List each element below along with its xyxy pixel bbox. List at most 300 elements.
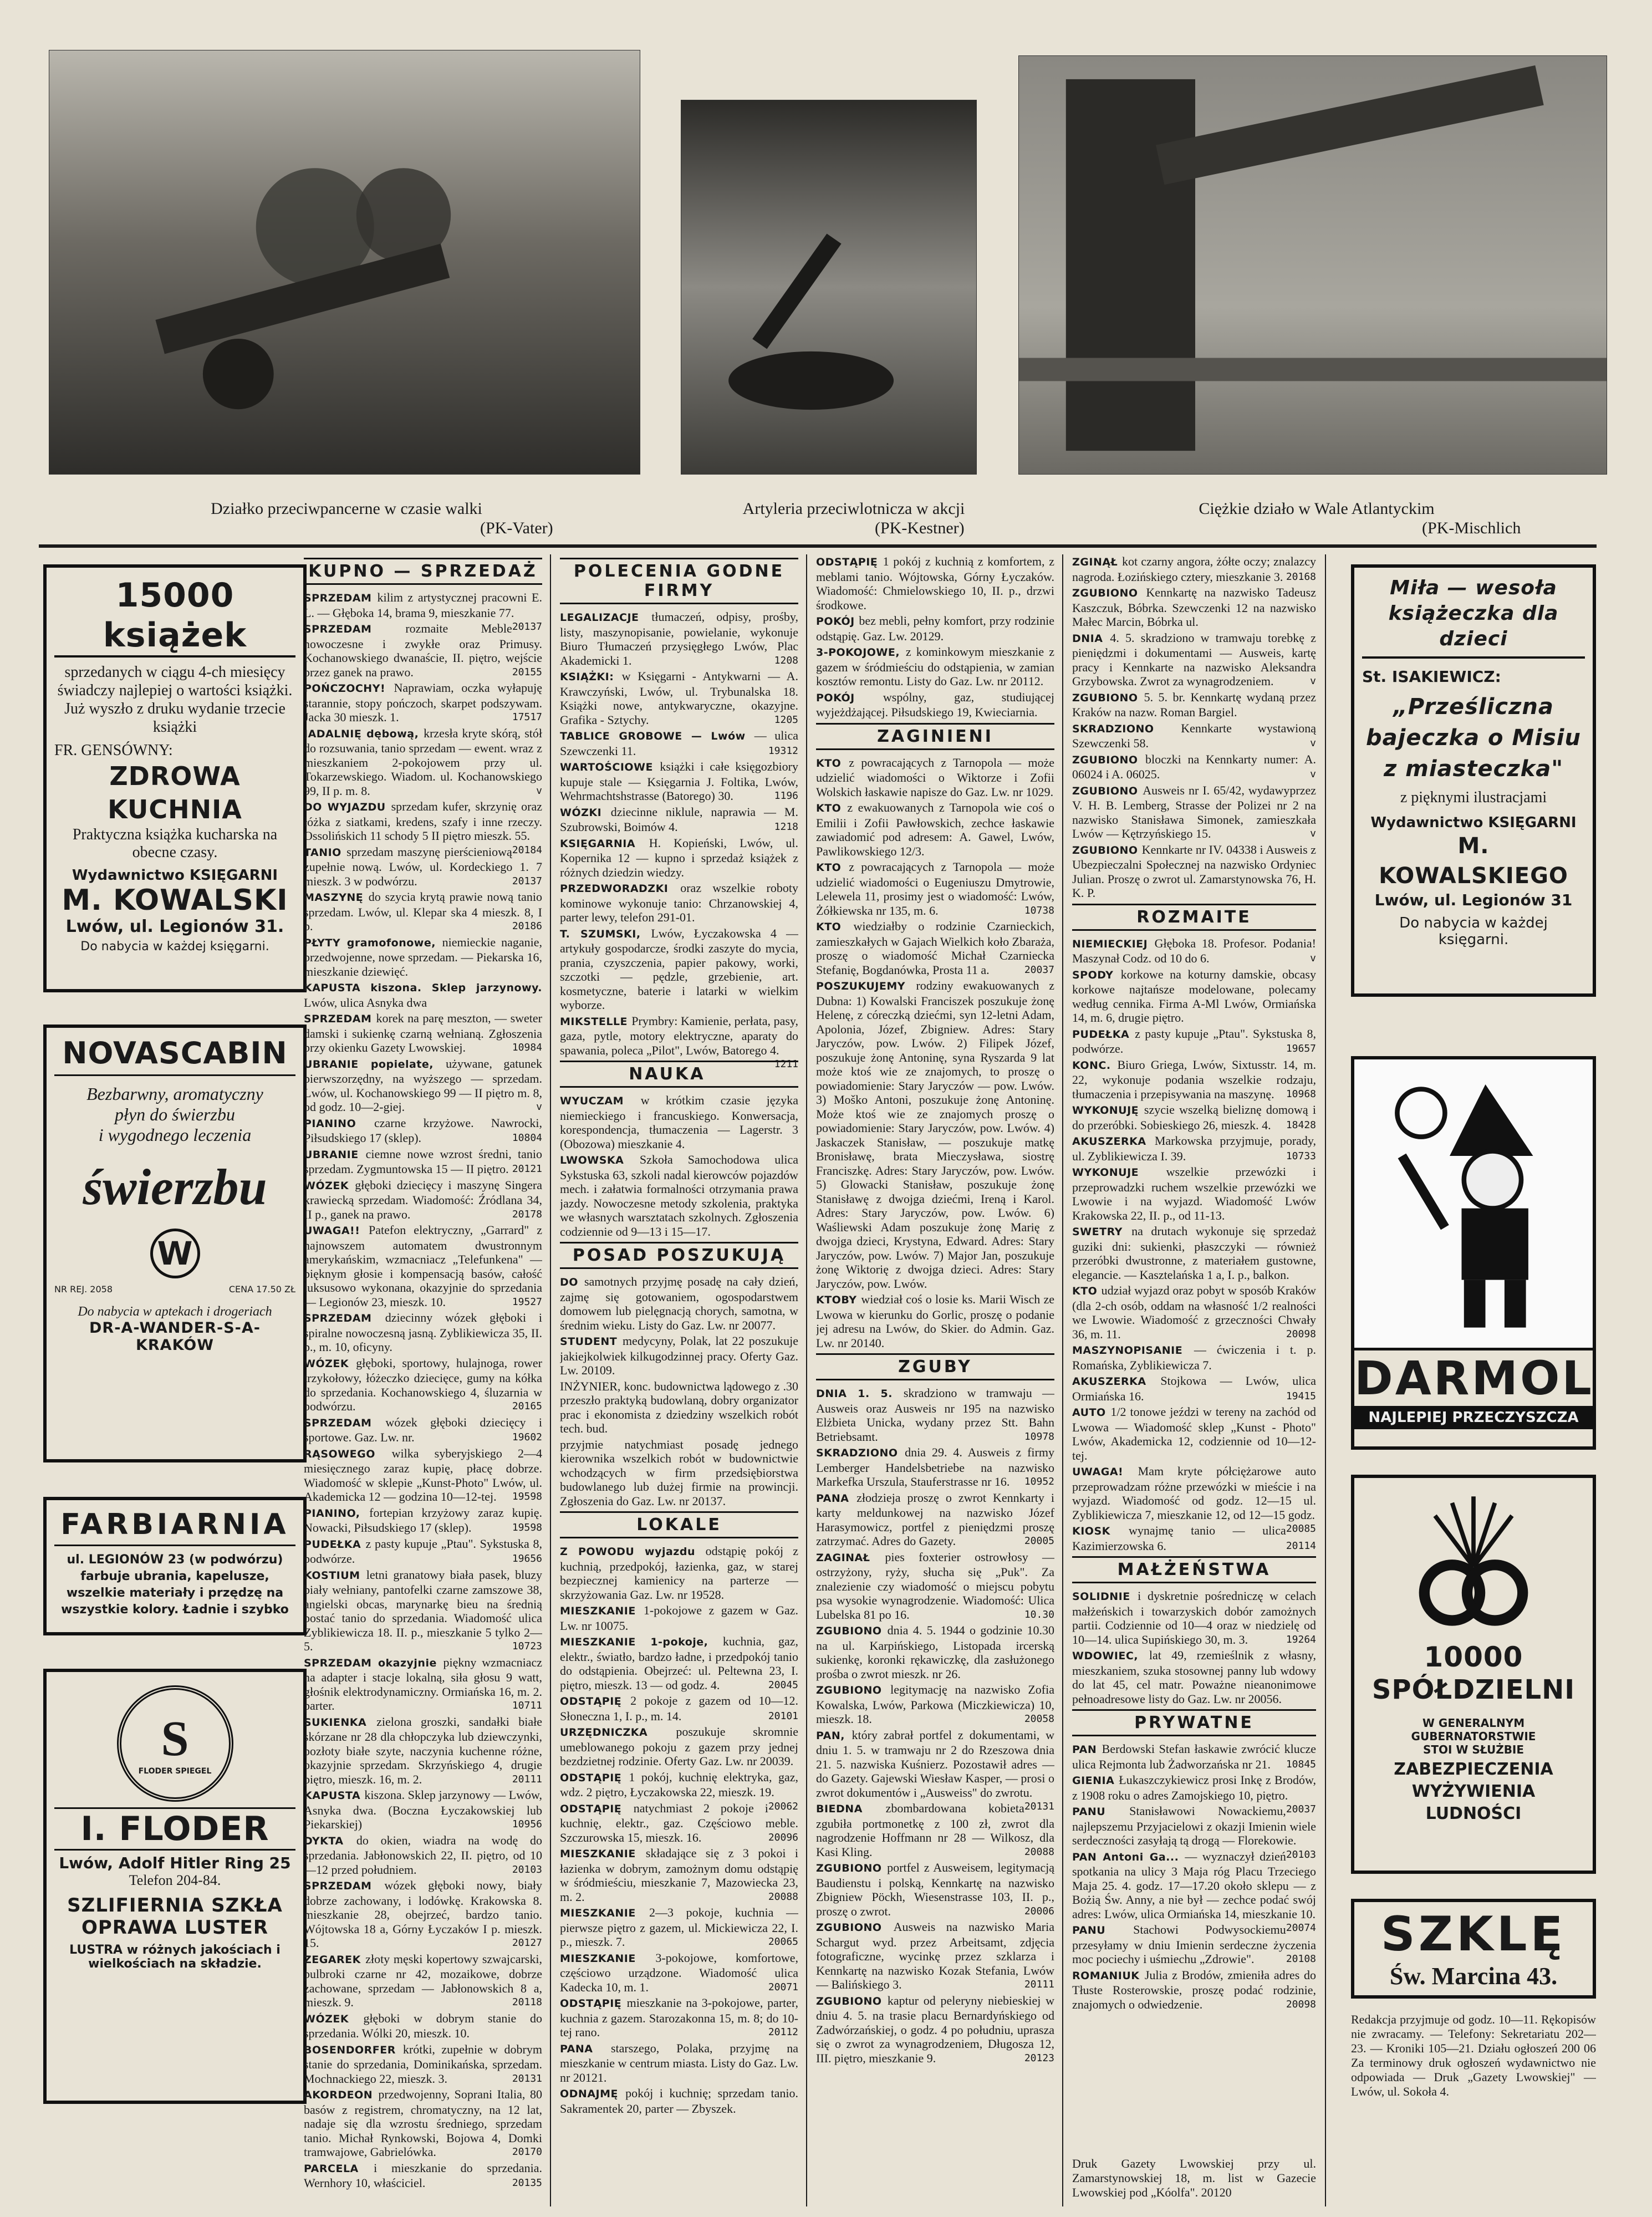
ad-text: Biuro Griega, Lwów, Sixtusstr. 14, m. 22, wykonuje podania wszelkie rodzaju, tłumaczenia i przepisywania na maszynę. <box>1072 1057 1316 1101</box>
classified-ad <box>816 1683 1054 1726</box>
section-heading: POLECENIA GODNE FIRMY <box>560 558 798 604</box>
ad-lead: SWETRY <box>1072 1226 1132 1238</box>
ad-lead: SPRZEDAM <box>304 623 406 635</box>
ad-number: 20112 <box>768 2026 798 2038</box>
classified-ad <box>1072 1374 1316 1403</box>
floder-phone: Telefon 204-84. <box>129 1872 221 1888</box>
ad-text: używane, gatunek pierwszorzędny, na wyższego — sprzedam. Lwów, ul. Kochanowskiego 99 — II piętro m. 8, od godz. 10—2-giej. <box>304 1056 542 1114</box>
ad-number: 10956 <box>512 1818 542 1830</box>
ad-text: 3-pokojowe, komfortowe, częściowo urządzone. Wiadomość ulica Kadecka 10, m. 1. <box>560 1950 798 1994</box>
ad-number: 20098 <box>1286 1998 1316 2010</box>
ad-text: kuchnia, gaz, elektr., światło, bardzo ładne, i przedpokój tanio do odstąpienia. Obejrzeć: ul. Peltewna 23, I. piętro, mieszk. 13 — od godz. 4. <box>560 1634 798 1692</box>
classified-ad <box>560 926 798 1012</box>
ad-number: 20074 <box>1286 1922 1316 1934</box>
ad-text: — ulica Szewczenki 11. <box>560 728 798 758</box>
ad-number: 19415 <box>1286 1390 1316 1402</box>
photo-caption-3: Ciężkie działo w Wale Atlantyckim <box>1199 500 1435 518</box>
ad-lead: ZGUBIONO <box>816 1625 888 1637</box>
ad-lead: UWAGA! <box>1072 1466 1138 1478</box>
ad-lead: ZEGAREK <box>304 1953 366 1966</box>
ad-lead: ODNAJMĘ <box>560 2088 626 2100</box>
ad-lead: WARTOŚCIOWE <box>560 761 660 773</box>
darmol-name: DARMOL <box>1354 1348 1593 1406</box>
ad-spoldzielni <box>1351 1475 1596 1874</box>
ad-lead: DNIA <box>1072 632 1110 645</box>
photo-antitank-gun <box>49 50 640 475</box>
ad-number: 20114 <box>1286 1540 1316 1552</box>
ad-lead: MIESZKANIE <box>560 1952 656 1965</box>
ad-text: korkowe na koturny damskie, obcasy korkowe najtańsze modelowane, polecamy według cennika. Firma A-Ml Lwów, Ormiańska 14, m. 6, drugie piętro. <box>1072 967 1316 1025</box>
classified-ad <box>560 1275 798 1332</box>
ad-lead: SPRZEDAM <box>304 1013 376 1025</box>
ad-text: na drutach wykonuje się sprzedaż guziki dni: sukienki, płaszczyki — również przeróbki dwustronne, z materiałem gustowne, elegancie. — Kasztelańska 1 a, I. p., balkon. <box>1072 1224 1316 1282</box>
column-divider <box>550 554 551 2206</box>
classified-ad <box>816 690 1054 720</box>
ad-number: v <box>1310 737 1316 749</box>
classified-ad <box>816 756 1054 799</box>
ad-lead: POSZUKUJEMY <box>816 980 916 992</box>
ad-lead: KTO <box>816 757 849 769</box>
ad-lead: UBRANIE <box>304 1148 366 1161</box>
ad-text: do okien, wiadra na wodę do sprzedania. Jabłonowskich 22, II. piętro, od 10—12 przed południem. <box>304 1833 542 1877</box>
ad-text: przyjmie natychmiast posadę jednego kierownika wszelkich robót w budownictwie wchodzących w firm przedsiębiorstwa budowlanego lub dużej firmie na prowincji. Zgłoszenia do Gaz. Lw. nr 20137. <box>560 1437 798 1508</box>
ad-lead: KSIĄŻKI: <box>560 671 622 683</box>
ad-number: 10723 <box>512 1640 542 1652</box>
ad-number: 10952 <box>1024 1476 1054 1487</box>
ad-number: 10711 <box>512 1700 542 1711</box>
classified-ad <box>304 935 542 979</box>
ad-text: 1 pokój, kuchnię elektryka, gaz, wdz. 2 piętro, Łyczakowska 22, mieszk. 19. <box>560 1770 798 1799</box>
ad-text: głęboki w dobrym stanie do sprzedania. Wólki 20, mieszk. 10. <box>304 2011 542 2040</box>
classified-ad <box>816 978 1054 1291</box>
ad-lead: T. SZUMSKI, <box>560 927 651 940</box>
spoldzielni-line3: ZABEZPIECZENIA WYŻYWIENIA LUDNOŚCI <box>1394 1760 1553 1823</box>
ad-lead: LWOWSKA <box>560 1154 640 1166</box>
ad-number: 20088 <box>1024 1846 1054 1858</box>
classified-ad <box>560 1438 798 1508</box>
classified-ad <box>304 2087 542 2159</box>
classified-ad <box>1072 1968 1316 2012</box>
ad-lead: MASZYNOPISANIE <box>1072 1344 1194 1357</box>
ad-text: sprzedam kufer, skrzynię oraz łóżka z siatkami, kredens, szafy i inne rzeczy. Ossolińskich 11 schody 5 II piętro mieszk. 55. <box>304 799 542 843</box>
classified-ad <box>816 1861 1054 1918</box>
classified-ad <box>304 681 542 725</box>
section-heading: KUPNO — SPRZEDAŻ <box>304 558 542 585</box>
classified-ad <box>1072 1923 1316 1966</box>
classified-ad <box>304 2011 542 2041</box>
ad-number: 20037 <box>1024 964 1054 976</box>
ad-lead: BOSENDORFER <box>304 2043 403 2056</box>
ad-lead: MASZYNĘ <box>304 891 369 904</box>
novascabin-name: NOVASCABIN <box>54 1036 295 1076</box>
ad-number: 19527 <box>512 1296 542 1308</box>
ad-lead: JADALNIĘ dębową, <box>304 727 424 740</box>
ad-lead: SPRZEDAM okazyjnie <box>304 1657 443 1669</box>
column-body <box>816 554 1054 2065</box>
ad-number: 18428 <box>1286 1119 1316 1131</box>
classified-ad <box>1072 843 1316 900</box>
column-body <box>560 558 798 2116</box>
ad-lead: ZGUBIONO <box>816 1995 888 2007</box>
ad-text: Kennkartę na nazwisko Tadeusz Kaszczuk, Bóbrka. Szewczenki 12 na nazwisko Małec Marcin, Bóbrka ul. <box>1072 585 1316 629</box>
classified-ad <box>1072 1027 1316 1056</box>
classified-ad <box>1072 1343 1316 1372</box>
ad-text: lat 49, rzemieślnik z własny, mieszkaniem, szuka stosownej panny lub wdowy do lat 45, cel matr. Poważne nieanonimowe pełnoadresowe listy do Gaz. Lw. nr 20056. <box>1072 1648 1316 1706</box>
ad-text: starszego, Polaka, przyjmę na mieszkanie w centrum miasta. Listy do Gaz. Lw. nr 20121. <box>560 2041 798 2085</box>
classified-ad <box>560 836 798 880</box>
ad-number: 20127 <box>512 1937 542 1949</box>
photo-heavy-gun <box>1018 55 1607 475</box>
ad-text: złodzieja proszę o zwrot Kennkarty i karty meldunkowej na nazwisko Józef Harasymowicz, portfel z pieniędzmi proszę zatrzymać. Adres do Gazety. <box>816 1490 1054 1548</box>
ad-text: bloczki na Kennkarty numer: A. 06024 i A. 06025. <box>1072 752 1316 781</box>
ad-number: v <box>536 1101 542 1113</box>
ad-text: rozmaite Meble nowoczesne i zwykłe oraz Primusy. Kochanowskiego dwanaście, II. piętro, wejście przez ganek na prawo. <box>304 621 542 679</box>
ad-number: 20062 <box>768 1800 798 1812</box>
classified-ad <box>304 1788 542 1832</box>
classified-ad <box>1072 967 1316 1025</box>
ad-text: wiedziałby o rodzinie Czarnieckich, zamieszkałych w Gajach Wielkich koło Zbaraża, proszę o wiadomość Michał Czarniecka Stefanię, Bogdanówka, Prosta 11 a. <box>816 919 1054 977</box>
ad-text: — ćwiczenia i t. p. Romańska, Zyblikiewicza 7. <box>1072 1343 1316 1372</box>
section-heading: ZAGINIENI <box>816 723 1054 750</box>
ad-text: 5. 5. br. Kennkartę wydaną przez Kraków na nazw. Roman Bargiel. <box>1072 690 1316 719</box>
column-divider <box>806 554 807 2206</box>
floder-name: I. FLODER <box>54 1807 295 1851</box>
ad-number: 20065 <box>768 1936 798 1948</box>
ad-lead: 3-POKOJOWE, <box>816 646 906 659</box>
ad-text: szycie wszelką bieliznę domową i do przeróbki. Sobieskiego 26, mieszk. 4. <box>1072 1103 1316 1132</box>
ad-text: z ewakuowanych z Tarnopola wie coś o Emilii i Zofii Pawłowskich, zechce łaskawie zawiadomić pod adresem: A. Gawel, Lwów, Pawlikowskiego 12/3. <box>816 801 1054 858</box>
ad-number: 10978 <box>1024 1430 1054 1443</box>
ad-szkle <box>1351 1899 1596 1999</box>
ad-text: 2—3 pokoje, kuchnia — pierwsze piętro z gazem, ul. Mickiewicza 22, I. p., mieszk. 7. <box>560 1905 798 1949</box>
column-divider <box>1062 554 1063 2206</box>
ad-lead: PIANINO <box>304 1117 375 1130</box>
ad-lead: PANA <box>560 2042 611 2055</box>
spoldzielni-word: SPÓŁDZIELNI <box>1371 1674 1575 1705</box>
ad-lead: ZGUBIONO <box>816 1684 891 1696</box>
classified-ad <box>304 726 542 798</box>
classified-ad <box>1072 1224 1316 1282</box>
ad-text: oraz wszelkie roboty kominowe wykonuje tanio: Chrzanowskiej 4, parter lewy, telefon 291-01. <box>560 881 798 924</box>
ad-text: i mieszkanie do sprzedania. Wernhory 10, właściciel. <box>304 2160 542 2190</box>
ad-lead: DO WYJAZDU <box>304 801 391 813</box>
photo-caption-2: Artyleria przeciwlotnicza w akcji <box>742 500 965 518</box>
ad-lead: KAPUSTA <box>304 1790 365 1802</box>
ad-text: głęboki, sportowy, hulajnoga, rower trzykołowy, łóżeczko dziecięce, gumy na kółka do sprzedania. Kochanowskiego 4, śluzarnia w podwórzu. <box>304 1355 542 1413</box>
spoldzielni-line2: STOI W SŁUŻBIE <box>1422 1743 1524 1756</box>
classified-ad <box>560 1603 798 1633</box>
floder-text: LUSTRA w różnych jakościach i wielkościach na składzie. <box>69 1943 281 1971</box>
classified-ad <box>560 1846 798 1904</box>
ad-number: v <box>1310 675 1316 687</box>
ad-number: 20165 <box>512 1400 542 1412</box>
ad-text: 1/2 tonowe jeździ w tereny na zachód od Lwowa — Wiadomość sklep „Kunst - Photo" Lwów, Akademicka 12, codziennie od 10—12-tej. <box>1072 1405 1316 1462</box>
ad-lead: PAN <box>1072 1744 1102 1756</box>
ad-text: krzesła kryte skórą, stół do rozsuwania, tanio sprzedam — ewent. wraz z mieszkaniem 2-pokojowem przy ul. Tokarzewskiego. Wiadom. ul. Kochanowskiego 99, II p. m. 8. <box>304 726 542 798</box>
ad-lead: ODSTĄPIĘ <box>816 556 883 568</box>
ad-lead: SPRZEDAM <box>304 1880 385 1892</box>
floder-service1: SZLIFIERNIA SZKŁA <box>67 1894 283 1917</box>
ad-lead: KTO <box>816 921 854 933</box>
classified-ad <box>816 1550 1054 1622</box>
ad-lead: KONC. <box>1072 1059 1118 1072</box>
ad-text: Ausweis na nazwisko Maria Schargut wyd. przez Arbeitsamt, zdjęcia fotograficzne, wycinkę przez szklarza i Kennkartę na nazwisko Kozak Stefania, Lwów — Balińskiego 3. <box>816 1920 1054 1991</box>
ad-text: krótki, zupełnie w dobrym stanie do sprzedania, Dominikańska, sprzedam. Mochnackiego 22, mieszk. 3. <box>304 2042 542 2086</box>
ad-lead: PRZEDWORADZKI <box>560 883 681 895</box>
ad-lead: SKRADZIONO <box>816 1447 905 1459</box>
books2-note: Do nabycia w każdej księgarni. <box>1399 915 1548 948</box>
ad-text: z powracających z Tarnopola — może udzielić wiadomości o Eugeniuszu Dmytrowie, Lelewela 11, prosimy jest o wiadomość: Lwów, Żółkiewska nr 135, m. 6. <box>816 860 1054 918</box>
ad-number: 20037 <box>1286 1803 1316 1815</box>
ad-lead: PUDEŁKA <box>1072 1028 1135 1041</box>
classified-ad <box>304 1655 542 1713</box>
ad-lead: ODSTĄPIĘ <box>560 1802 634 1815</box>
classified-ad <box>304 980 542 1010</box>
ad-text: wszelkie przewózki i przeprowadzki ruchem wszelkie przewózki we Lwowie i na wyjazd. Wiadomość Lwów Krakowska 22, II. p., od 11-13. <box>1072 1165 1316 1222</box>
ad-lead: MIESZKANIE <box>560 1907 650 1919</box>
ad-text: legitymację na nazwisko Zofia Kowalska, Lwów, Parkowa (Miczkiewicza) 10, mieszk. 18. <box>816 1683 1054 1726</box>
classified-ad <box>304 1356 542 1414</box>
ad-text: kilim z artystycznej pracowni E. L. — Głęboka 14, brama 9, mieszkanie 77. <box>304 590 542 620</box>
classified-ad <box>816 801 1054 858</box>
ad-lead: ZGUBIONO <box>1072 784 1143 797</box>
classified-ad <box>560 610 798 667</box>
classified-ad <box>816 1292 1054 1350</box>
photo-caption-1: Działko przeciwpancerne w czasie walki <box>211 500 482 518</box>
classified-ad <box>304 621 542 679</box>
books2-book-title: „Prześliczna bajeczka o Misiu z miasteczka" <box>1366 694 1581 782</box>
ad-text: Patefon elektryczny, „Garrard" z najnowszem automatem dwustronnym amerykańskim, wzmacniacz „Telefunkena" — pięknym głosie i kompensacją basów, całość luksusowo wykonana, okazyjnie do sprzedania — Legionów 23, mieszk. 10. <box>304 1223 542 1309</box>
books-note: Do nabycia w każdej księgarni. <box>80 940 269 954</box>
ad-text: przedwojenny, Soprani Italia, 80 basów z registrem, chromatyczny, na 12 lat, nadaje się dla wzrostu średniego, sprzedam tanio. Michał Rynkowski, Bojowa 4, Domki tramwajowe, Gabrielówka. <box>304 2087 542 2159</box>
ad-text: piękny wzmacniacz na adapter i stacje lokalną, siła głosu 9 watt, głośnik elektrodynamiczny. Ormiańska 16, m. 2. parter. <box>304 1655 542 1713</box>
ad-text: wózek głęboki dziecięcy i sportowe. Gaz. Lw. nr. <box>304 1415 542 1444</box>
classified-ad <box>816 1920 1054 1992</box>
ad-number: 20071 <box>768 1981 798 1993</box>
ad-text: poszukuje skromnie umeblowanego pokoju z gazem przy jednej bezdzietnej rodzinie. Oferty Gaz. Lw. nr 20039. <box>560 1725 798 1768</box>
classified-ad <box>304 1178 542 1222</box>
column-rozmaite-prywatne <box>1072 554 1316 2206</box>
ad-number: 20108 <box>1286 1953 1316 1965</box>
ad-text: wózek głęboki nowy, biały dobrze zachowany, i lodówkę. Krakowska 8. mieszkanie 28, obejrzeć, bardzo tanio. Wójtowska 18 a, Górny Łyczaków I p. mieszk. 15. <box>304 1878 542 1950</box>
classified-ad <box>304 1147 542 1176</box>
ad-lead: BIEDNA <box>816 1803 886 1815</box>
ad-text: złoty męski kopertowy szwajcarski, pulbroki czarne nr 42, mozaikowe, dobrze zachowane, sprzedam — Jabłonowskich 8 a, mieszk. 9. <box>304 1951 542 2009</box>
floder-logo-icon: S FLODER SPIEGEL <box>117 1685 233 1802</box>
ad-number: 1218 <box>774 821 798 833</box>
ad-number: 10.30 <box>1024 1608 1054 1620</box>
ad-lead: PARCELA <box>304 2162 374 2175</box>
ad-lead: KTO <box>816 802 848 814</box>
classified-ad <box>1072 1058 1316 1102</box>
ad-lead: KTO <box>816 862 849 874</box>
classified-ad <box>1072 1283 1316 1341</box>
classified-ad <box>1072 1405 1316 1462</box>
print-note-text: Druk Gazety Lwowskiej przy ul. Zamarstynowskiej 18, m. list w Gazecie Lwowskiej pod „Kóolfa". <box>1072 2157 1316 2199</box>
ad-text: Stanisławowi Nowackiemu, najlepszemu Przyjacielowi z okazji Imienin wiele serdeczności zasyłają tą drogą — Florekowie. <box>1072 1804 1316 1847</box>
classified-ad <box>816 919 1054 977</box>
ad-text: Mam kryte półciężarowe auto przeprowadzam różne przewózki w mieście i na wyjazd. Wiadomość od godz. 12—15 ul. Zyblikiewicza 7, mieszkanie 12, od 12—15 godz. <box>1072 1464 1316 1522</box>
ad-text: w krótkim czasie języka niemieckiego i francuskiego. Konwersacja, korespondencja, tłumaczenia — Lagerstr. 3 (Obozowa) mieszkanie 4. <box>560 1093 798 1151</box>
ad-lead: MIESZKANIE <box>560 1605 644 1617</box>
ad-lead: MIESZKANIE <box>560 1848 646 1860</box>
classified-ad <box>1072 631 1316 689</box>
classified-ad <box>816 614 1054 643</box>
ad-number: 20123 <box>1024 2052 1054 2064</box>
section-heading: ZGUBY <box>816 1353 1054 1380</box>
classified-ad <box>304 1952 542 2010</box>
section-heading: ROZMAITE <box>1072 904 1316 931</box>
ad-lead: ODSTĄPIĘ <box>560 1695 631 1708</box>
ad-lead: PANU <box>1072 1806 1130 1818</box>
classified-ad <box>560 2041 798 2085</box>
editorial-footer <box>1351 2012 1596 2123</box>
classified-ad <box>816 860 1054 918</box>
ad-lead: TABLICE GROBOWE — Lwów <box>560 730 754 742</box>
darmol-dwarf-illustration <box>1354 1059 1593 1348</box>
ad-lead: WÓZEK <box>304 1357 356 1370</box>
ad-lead: ODSTĄPIĘ <box>560 1997 627 2010</box>
classified-ad <box>560 1801 798 1845</box>
farbiarnia-name: FARBIARNIA <box>54 1508 295 1546</box>
ad-text: 4. 5. skradziono w tramwaju torebkę z pieniędzmi i dokumentami — Ausweis, kartę pracy i Kennkarte na nazwisko Aleksandra Grzybowska. Zwrot za wynagrodzeniem. <box>1072 630 1316 688</box>
ad-text: udział wyjazd oraz pobyt w sposób Kraków (dla 2-ch osób, oddam na własność 1/2 realności we Lwowie. Wiadomość z grzeczności Chwały 36, m. 11. <box>1072 1283 1316 1341</box>
ad-books-gensowny <box>43 564 307 992</box>
classified-ad <box>1072 1742 1316 1771</box>
ad-text: składające się z 3 pokoi i łazienka w dobrym, zamożnym domu odstąpię w śródmieściu, mieszkanie 7, Mazowiecka 23, m. 2. <box>560 1846 798 1904</box>
print-note <box>1072 2157 1316 2206</box>
ad-lead: KIOSK <box>1072 1525 1129 1537</box>
books2-publisher: M. KOWALSKIEGO <box>1379 833 1568 889</box>
ad-text: który zabrał portfel z dokumentami, w dniu 1. 5. w tramwaju nr 2 do Rzeszowa dnia 21. 5. nazwiska Kuśnierz. Pozostawił adres — do Gazety. Gajewski Wiesław Kasper, — prosi o zwrot dokumentów i „Ausweiss" do zwrotu. <box>816 1727 1054 1800</box>
classified-ad <box>1072 1648 1316 1706</box>
ad-number: 10984 <box>512 1042 542 1053</box>
ad-text: 1 pokój z kuchnią z komfortem, z meblami tanio. Wójtowska, Górny Łyczaków. Wiadomość: Chmielowskiego 10, II. p., drzwi środkowe. <box>816 554 1054 612</box>
ad-text: natychmiast 2 pokoje i kuchnię, elektr., gaz. Częściowo meble. Szczurowska 15, mieszk. 16. <box>560 1801 798 1844</box>
novascabin-line3: i wygodnego leczenia <box>98 1125 252 1145</box>
ad-text: i dyskretnie pośredniczę w celach małżeńskich i towarzyskich dobór zamożnych partii. Codziennie od 10—4 oraz w niedzielę od 10—14. ulica Supińskiego 30, m. 3. <box>1072 1589 1316 1647</box>
ad-text: Łukaszczykiewicz prosi Inkę z Brodów, z 1908 roku o adres Zamojskiego 10, piętro. <box>1072 1773 1316 1802</box>
ad-text: z powracających z Tarnopola — może udzielić wiadomości o Wiktorze i Zofii Wolskich łaskawie napisze do Gaz. Lw. nr 1029. <box>816 755 1054 799</box>
ad-lead: SPRZEDAM <box>304 1312 385 1324</box>
classified-ad <box>560 1725 798 1768</box>
ad-lead: WYKONUJE <box>1072 1166 1166 1179</box>
classified-ad <box>816 1994 1054 2066</box>
ad-farbiarnia <box>43 1497 307 1635</box>
classified-ad <box>1072 1134 1316 1163</box>
classified-ad <box>1072 554 1316 584</box>
ad-text: Stojkowa — Lwów, ulica Ormiańska 16. <box>1072 1374 1316 1403</box>
ad-number: 10804 <box>512 1132 542 1144</box>
ad-darmol <box>1351 1056 1596 1450</box>
ad-lead: POKÓJ <box>816 691 883 704</box>
ad-number: 20101 <box>768 1710 798 1722</box>
classified-ad <box>560 1996 798 2040</box>
novascabin-reg-row <box>54 1284 295 1294</box>
ad-number: 1208 <box>774 654 798 666</box>
ad-text: dziecinny wózek głęboki i spiralne nowoczesną jasną. Zyblikiewicza 35, II. p., m. 10, oficyny. <box>304 1311 542 1354</box>
ad-text: wiedział coś o losie ks. Marii Wisch ze Lwowa w kierunku do Gorlic, proszę o podanie jej adresu na Lwów, do Skier. do Admin. Gaz. Lw. nr 20140. <box>816 1292 1054 1350</box>
ad-number: 20088 <box>768 1890 798 1903</box>
classified-ad <box>816 1801 1054 1859</box>
ad-text: głęboki dziecięcy i maszynę Singera krawiecką sprzedam. Wiadomość: Źródlana 34, II p., ganek na prawo. <box>304 1178 542 1221</box>
classified-ad <box>1072 1589 1316 1647</box>
floder-address: Lwów, Adolf Hitler Ring 25 <box>59 1854 291 1872</box>
ad-lead: UBRANIE popielate, <box>304 1058 446 1071</box>
ad-lead: ZGUBIONO <box>816 1862 888 1874</box>
ad-text: z kominkowym mieszkanie z gazem w śródmieściu do odstąpienia, w zamian kosztów remontu. Listy do Gaz. Lw. nr 20112. <box>816 645 1054 688</box>
classified-ad <box>560 1634 798 1692</box>
ad-number: 19656 <box>512 1553 542 1564</box>
ad-text: 2 pokoje z gazem od 10—12. Słoneczna 1, I. p., m. 14. <box>560 1694 798 1723</box>
ad-text: wynajmę tanio — ulica Kazimierzowska 6. <box>1072 1523 1286 1553</box>
ad-number: 20137 <box>512 875 542 887</box>
books-text: sprzedanych w ciągu 4-ch miesięcy świadczy najlepiej o wartości książki. Już wyszło z druku wydanie trzecie książki <box>57 664 293 736</box>
ad-number: 20135 <box>512 2177 542 2189</box>
ad-text: dziecinne niklule, naprawia — M. Szubrowski, Boimów 4. <box>560 804 798 834</box>
classified-ad <box>304 1833 542 1877</box>
ad-lead: WYKONUJĘ <box>1072 1104 1144 1117</box>
ad-lead: PAN, <box>816 1729 852 1742</box>
books-publisher: M. KOWALSKI <box>62 884 288 917</box>
ad-lead: PANA <box>816 1492 857 1505</box>
darmol-slogan: NAJLEPIEJ PRZECZYSZCZA <box>1354 1406 1593 1429</box>
ad-number: 20186 <box>512 920 542 932</box>
ad-lead: DO <box>560 1276 584 1288</box>
column-zaginieni-zguby <box>816 554 1054 2206</box>
ad-text: medycyny, Polak, lat 22 poszukuje jakiejkolwiek kilkugodzinnej pracy. Oferty Gaz. Lw. 20109. <box>560 1334 798 1377</box>
ad-lead: AKUSZERKA <box>1072 1375 1161 1388</box>
books2-author: St. ISAKIEWICZ: <box>1362 667 1501 686</box>
books-city: Lwów, ul. Legionów 31. <box>65 917 284 936</box>
ad-lead: MIESZKANIE 1-pokoje, <box>560 1636 723 1648</box>
ad-number: 20111 <box>512 1773 542 1785</box>
ad-number: v <box>1310 828 1316 839</box>
ad-text: niemieckie naganie, przedwojenne, nowe sprzedam. — Piekarska 16, mieszkanie dziewięć. <box>304 935 542 978</box>
section-heading: MAŁŻEŃSTWA <box>1072 1556 1316 1583</box>
print-note-num: 20120 <box>1201 2185 1232 2199</box>
books-book-title: ZDROWA KUCHNIA <box>108 761 242 824</box>
classified-ad <box>304 1057 542 1114</box>
classified-ad <box>304 1116 542 1145</box>
ad-text: ciemne nowe wzrost średni, tanio sprzedam. Zygmuntowska 15 — II piętro. <box>304 1146 542 1176</box>
ad-lead: KAPUSTA kiszona. Sklep jarzynowy. <box>304 982 542 994</box>
ad-number: 19598 <box>512 1522 542 1533</box>
classified-ad <box>304 1311 542 1354</box>
ad-lead: KOSTIUM <box>304 1569 366 1582</box>
column-body <box>1072 554 1316 2011</box>
ad-lead: ZGUBIONO <box>1072 753 1145 766</box>
spoldzielni-number: 10000 <box>1424 1641 1523 1673</box>
ad-lead: MIKSTELLE <box>560 1015 632 1028</box>
ad-text: Szkoła Samochodowa ulica Sykstuska 63, szkoli nadal kierowców pojazdów mech. i załatwia formalności otrzymania prawa jazdy. Nowoczesne metody szkolenia, praktyka we własnych warsztatach szkolnych. Zgłoszenia codziennie od 9—13 i 15—17. <box>560 1153 798 1239</box>
ad-text: H. Kopieński, Lwów, ul. Kopernika 12 — kupno i sprzedaż książek z różnych dziedzin wiedzy. <box>560 835 798 879</box>
ad-text: Kennkarte wystawioną Szewczenki 58. <box>1072 721 1316 750</box>
ad-number: v <box>1310 768 1316 780</box>
ad-text: Berdowski Stefan łaskawie zwrócić klucze ulica Rejmonta lub Żadworzańska nr 21. <box>1072 1742 1316 1771</box>
ad-lead: SPRZEDAM <box>304 592 378 604</box>
ad-text: czarne krzyżowe. Nawrocki, Piłsudskiego 17 (sklep). <box>304 1115 542 1145</box>
classified-ad <box>304 1568 542 1654</box>
classified-ad <box>1072 752 1316 782</box>
classified-ad <box>1072 1103 1316 1132</box>
ad-number: 19312 <box>768 745 798 757</box>
ad-lead: RĄSOWEGO <box>304 1448 392 1460</box>
ad-text: Prymbry: Kamienie, perłata, pasy, gaza, pytle, motory elektryczne, aparaty do spawania, poleca „Pilot", Lwów, Batorego 4. <box>560 1013 798 1057</box>
ad-text: Naprawiam, oczka wyłapuję starannie, stopy pończoch, skarpet podszywam. Jacka 30 mieszk. 1. <box>304 681 542 724</box>
column-kupno-sprzedaz <box>304 554 542 2206</box>
classified-ad <box>560 728 798 758</box>
